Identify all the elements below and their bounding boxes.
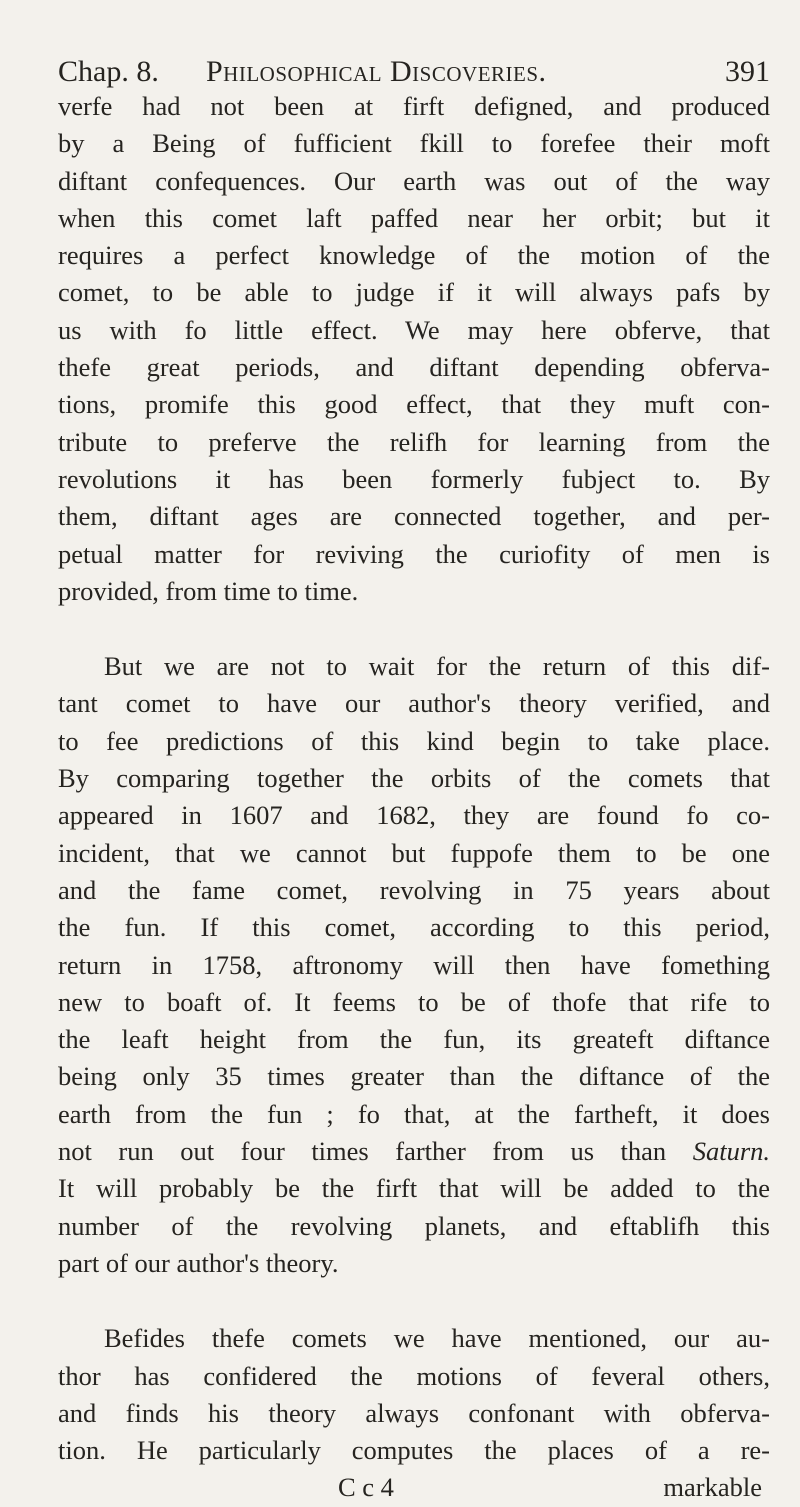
paragraph-gap [58, 610, 770, 648]
text-line: tion. He particularly computes the places of a re- [58, 1435, 770, 1466]
text-line: when this comet laft paffed near her orbit; but it [58, 202, 770, 233]
text-line: them, diftant ages are connected together, and per- [58, 501, 770, 532]
body-text [58, 88, 770, 1507]
text-line: and finds his theory always confonant with obferva- [58, 1397, 770, 1428]
text-line: provided, from time to time. [58, 575, 359, 606]
text-line: by a Being of fufficient fkill to forefee their moft [58, 128, 770, 159]
text-line: But we are not to wait for the return of this dif- [104, 651, 770, 682]
page-number: 391 [725, 55, 770, 88]
text-line: being only 35 times greater than the diftance of the [58, 1061, 770, 1092]
text-line: appeared in 1607 and 1682, they are found fo co- [58, 800, 770, 831]
text-line: new to boaft of. It feems to be of thofe that rife to [58, 986, 770, 1017]
text-line: petual matter for reviving the curiofity of men is [58, 538, 770, 569]
paragraph-gap [58, 1282, 770, 1320]
text-line: diftant confequences. Our earth was out of the way [58, 165, 770, 196]
text-line: earth from the fun ; fo that, at the fartheft, it does [58, 1098, 770, 1129]
catchword: markable [663, 1472, 762, 1503]
text-line: tribute to preferve the relifh for learning from the [58, 426, 770, 457]
text-line: return in 1758, aftronomy will then have fomething [58, 949, 770, 980]
paragraph-2 [58, 648, 770, 1282]
text-line: comet, to be able to judge if it will always pafs by [58, 277, 770, 308]
text-line: part of our author's theory. [58, 1247, 339, 1278]
italic-word: Saturn. [692, 1136, 770, 1167]
text-line [58, 1133, 770, 1170]
text-line: It will probably be the firft that will be added to the [58, 1173, 770, 1204]
text-line: requires a perfect knowledge of the motion of the [58, 240, 770, 271]
text-line: number of the revolving planets, and eftablifh this [58, 1210, 770, 1241]
text-line: to fee predictions of this kind begin to take place. [58, 725, 770, 756]
text-line: incident, that we cannot but fuppofe them to be one [58, 837, 770, 868]
text-line: thor has confidered the motions of feveral others, [58, 1360, 770, 1391]
running-title: Philosophical Discoveries. [206, 55, 547, 88]
text-line-segment: not run out four times farther from us than [58, 1136, 667, 1167]
text-line: thefe great periods, and diftant depending obferva- [58, 352, 770, 383]
text-line: By comparing together the orbits of the comets that [58, 763, 770, 794]
text-line: the fun. If this comet, according to this period, [58, 912, 770, 943]
text-line: and the fame comet, revolving in 75 years about [58, 874, 770, 905]
text-line: verfe had not been at firft defigned, and produced [58, 91, 770, 121]
paragraph-3 [58, 1320, 770, 1469]
text-line: tions, promife this good effect, that they muft con- [58, 389, 770, 420]
text-line: tant comet to have our author's theory verified, and [58, 688, 770, 719]
paragraph-1 [58, 88, 770, 610]
text-line: revolutions it has been formerly fubject to. By [58, 463, 770, 494]
text-line: Befides thefe comets we have mentioned, our au- [104, 1323, 770, 1354]
page-footer [58, 1469, 770, 1506]
running-head [58, 52, 770, 92]
text-line: the leaft height from the fun, its greateft diftance [58, 1024, 770, 1055]
signature-mark: C c 4 [338, 1472, 394, 1503]
chapter-label: Chap. 8. [58, 55, 159, 88]
text-line: us with fo little effect. We may here obferve, that [58, 314, 770, 345]
